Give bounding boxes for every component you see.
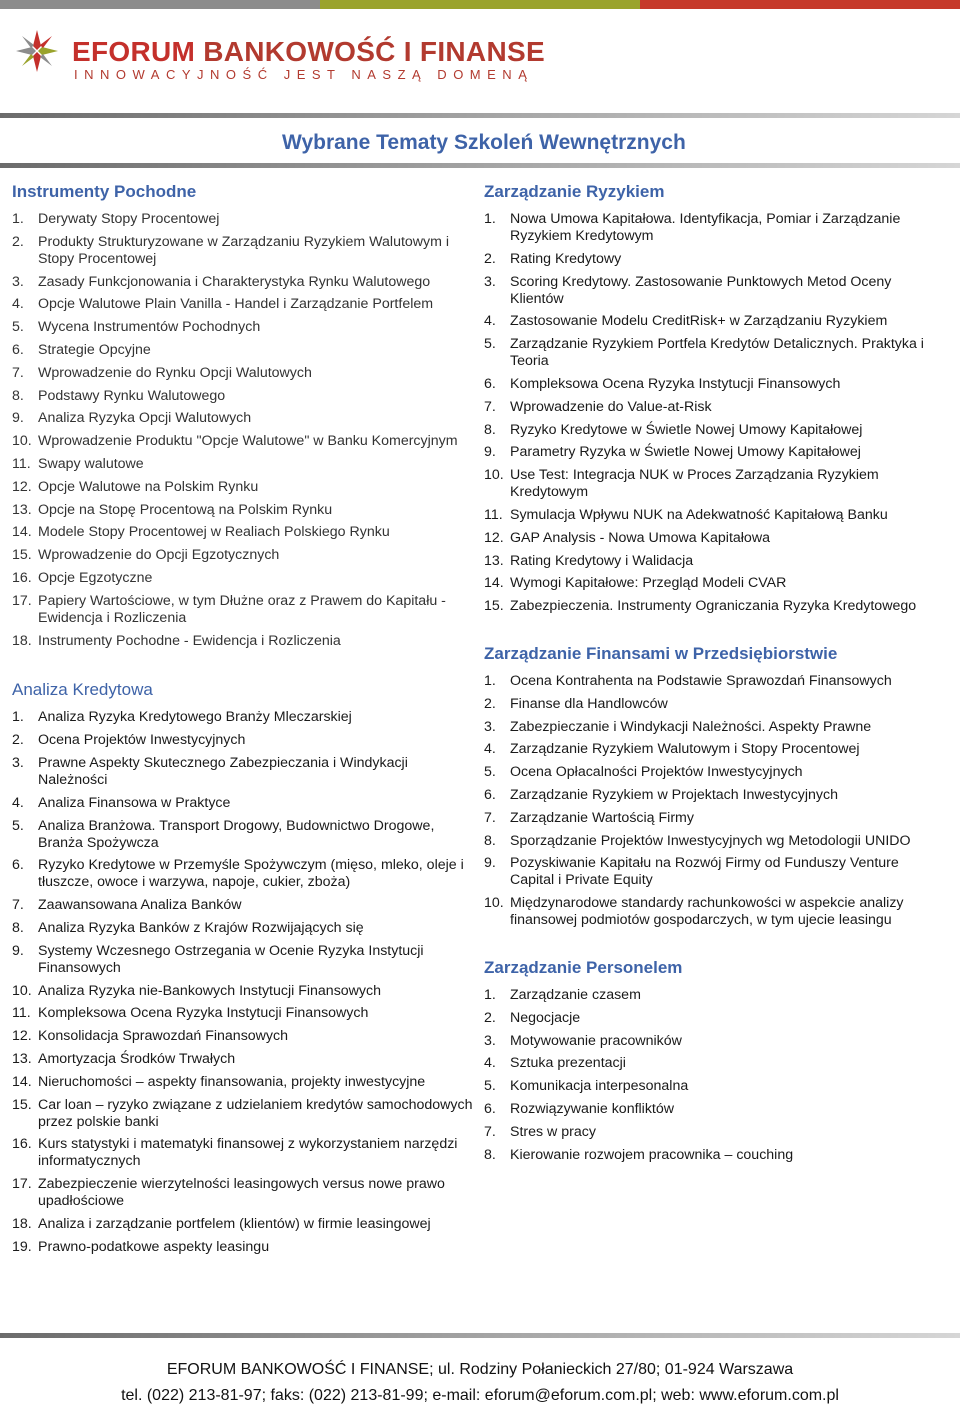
list-item-text: Nieruchomości – aspekty finansowania, projekty inwestycyjne xyxy=(38,1073,426,1090)
section-zarzadzanie-finansami xyxy=(484,644,946,929)
list-item-text: Ryzyko Kredytowe w Przemyśle Spożywczym (mięso, mleko, oleje i tłuszcze, owoce i warzywa, napoje, cukier, zboża) xyxy=(38,857,464,891)
list-item-text: Prawno-podatkowe aspekty leasingu xyxy=(38,1238,270,1255)
section-instrumenty-pochodne xyxy=(12,182,474,650)
list-item xyxy=(12,633,474,650)
list-item-number: 3. xyxy=(484,273,496,290)
list-item xyxy=(12,818,474,852)
list-item-text: Zabezpieczenia. Instrumenty Ograniczania Ryzyka Kredytowego xyxy=(510,598,917,615)
brand-name xyxy=(72,36,545,68)
list-item-number: 9. xyxy=(12,942,24,959)
list-item-number: 13. xyxy=(484,552,504,569)
list-item-number: 14. xyxy=(12,1073,32,1090)
list-item xyxy=(12,1005,474,1022)
list-item xyxy=(12,1051,474,1068)
list-item xyxy=(484,1124,946,1141)
list-item-text: Analiza Branżowa. Transport Drogowy, Budownictwo Drogowe, Branża Spożywcza xyxy=(38,817,435,851)
list-item-number: 1. xyxy=(12,211,24,227)
list-item-number: 17. xyxy=(12,1176,32,1193)
header-divider xyxy=(0,113,960,118)
list-item-number: 10. xyxy=(12,433,32,450)
list-item-text: Analiza Ryzyka Opcji Walutowych xyxy=(38,410,252,427)
list-item xyxy=(484,719,946,736)
list-item-text: Konsolidacja Sprawozdań Finansowych xyxy=(38,1028,288,1045)
brand-name-main: EFORUM xyxy=(72,36,196,67)
list-item xyxy=(484,855,946,889)
section-title: Zarządzanie Ryzykiem xyxy=(484,182,665,201)
section-zarzadzanie-personelem xyxy=(484,958,946,1164)
list-item xyxy=(12,410,474,427)
list-item-text: Systemy Wczesnego Ostrzegania w Ocenie Ryzyka Instytucji Finansowych xyxy=(38,942,424,976)
list-item xyxy=(12,319,474,336)
list-item xyxy=(12,709,474,726)
list-item xyxy=(12,502,474,519)
list-item-text: Wprowadzenie do Rynku Opcji Walutowych xyxy=(38,364,312,381)
list-item-text: Opcje Walutowe na Polskim Rynku xyxy=(38,478,259,495)
list-item-number: 5. xyxy=(12,817,24,834)
footer-contact: tel. (022) 213-81-97; faks: (022) 213-81-99; e-mail: eforum@eforum.com.pl; web: www.eforum.com.pl xyxy=(121,1387,839,1404)
list-item-number: 3. xyxy=(484,1032,496,1049)
list-item-number: 3. xyxy=(12,754,24,771)
list-item-text: Ocena Opłacalności Projektów Inwestycyjnych xyxy=(510,764,803,781)
list-item-text: Analiza Ryzyka Kredytowego Branży Mleczarskiej xyxy=(38,709,352,726)
list-item xyxy=(12,1216,474,1233)
topic-list xyxy=(484,987,946,1164)
list-item-text: Stres w pracy xyxy=(510,1123,596,1140)
list-item-text: Papiery Wartościowe, w tym Dłużne oraz z Prawem do Kapitału - Ewidencja i Rozliczenia xyxy=(38,592,446,626)
list-item xyxy=(12,593,474,627)
list-item-number: 9. xyxy=(484,444,496,461)
list-item xyxy=(12,795,474,812)
list-item-number: 4. xyxy=(484,313,496,330)
list-item-number: 9. xyxy=(12,410,24,427)
list-item xyxy=(12,524,474,541)
list-item-number: 16. xyxy=(12,569,32,586)
list-item-number: 5. xyxy=(484,764,496,781)
list-item xyxy=(484,741,946,758)
list-item-text: Zarządzanie Ryzykiem w Projektach Inwestycyjnych xyxy=(510,786,839,803)
list-item xyxy=(12,1074,474,1091)
list-item-text: Negocjacje xyxy=(510,1009,581,1026)
list-item-text: Derywaty Stopy Procentowej xyxy=(38,211,220,227)
footer-address: EFORUM BANKOWOŚĆ I FINANSE; ul. Rodziny Połanieckich 27/80; 01-924 Warszawa xyxy=(166,1361,794,1378)
top-bar-red-segment xyxy=(640,0,960,9)
list-item xyxy=(12,1028,474,1045)
list-item xyxy=(484,467,946,501)
list-item-number: 17. xyxy=(12,592,32,609)
list-item-number: 19. xyxy=(12,1238,32,1255)
list-item-number: 8. xyxy=(12,919,24,936)
list-item-text: Opcje Egzotyczne xyxy=(38,569,153,586)
list-item-number: 2. xyxy=(484,1009,496,1026)
list-item-number: 14. xyxy=(484,575,504,592)
list-item-number: 10. xyxy=(12,982,32,999)
eforum-star-logo-icon xyxy=(14,28,60,74)
list-item-number: 7. xyxy=(484,809,496,826)
left-column xyxy=(12,182,474,1261)
list-item-number: 12. xyxy=(484,529,504,546)
list-item xyxy=(12,943,474,977)
list-item-number: 6. xyxy=(484,1100,496,1117)
list-item-number: 6. xyxy=(12,857,24,874)
list-item-text: Zasady Funkcjonowania i Charakterystyka Rynku Walutowego xyxy=(38,273,431,290)
list-item-number: 11. xyxy=(12,1005,31,1022)
section-title: Analiza Kredytowa xyxy=(12,680,153,700)
list-item-text: Instrumenty Pochodne - Ewidencja i Rozliczenia xyxy=(38,632,341,649)
list-item-text: Analiza Finansowa w Praktyce xyxy=(38,794,231,811)
list-item-text: Kompleksowa Ocena Ryzyka Instytucji Finansowych xyxy=(38,1005,369,1022)
list-item-number: 6. xyxy=(12,341,24,358)
section-title: Zarządzanie Personelem xyxy=(484,957,683,977)
list-item xyxy=(12,274,474,291)
list-item-number: 1. xyxy=(12,709,24,726)
list-item-text: Parametry Ryzyka w Świetle Nowej Umowy Kapitałowej xyxy=(510,444,861,461)
list-item-number: 7. xyxy=(12,364,24,381)
list-item-text: Symulacja Wpływu NUK na Adekwatność Kapitałową Banku xyxy=(510,506,888,523)
list-item-text: Rozwiązywanie konfliktów xyxy=(510,1100,675,1117)
list-item xyxy=(12,1097,474,1131)
list-item-text: Sztuka prezentacji xyxy=(510,1055,626,1072)
list-item xyxy=(12,755,474,789)
list-item xyxy=(12,983,474,1000)
section-title: Instrumenty Pochodne xyxy=(12,182,197,201)
list-item-text: Sporządzanie Projektów Inwestycyjnych wg Metodologii UNIDO xyxy=(510,832,911,849)
list-item xyxy=(484,1033,946,1050)
list-item-number: 13. xyxy=(12,501,32,518)
list-item-number: 15. xyxy=(12,547,32,564)
list-item-number: 4. xyxy=(12,794,24,811)
list-item-text: Kierowanie rozwojem pracownika – couching xyxy=(510,1146,794,1163)
list-item-number: 7. xyxy=(484,1123,496,1140)
list-item xyxy=(12,1176,474,1210)
list-item-text: Use Test: Integracja NUK w Proces Zarządzania Ryzykiem Kredytowym xyxy=(510,467,879,501)
list-item xyxy=(484,575,946,592)
list-item-text: Opcje Walutowe Plain Vanilla - Handel i Zarządzanie Portfelem xyxy=(38,296,434,313)
list-item-number: 1. xyxy=(484,672,496,689)
list-item-number: 4. xyxy=(484,741,496,758)
list-item xyxy=(12,1239,474,1256)
list-item-text: Zarządzanie Ryzykiem Walutowym i Stopy Procentowej xyxy=(510,741,860,758)
list-item xyxy=(484,530,946,547)
list-item-text: Analiza Ryzyka nie-Bankowych Instytucji Finansowych xyxy=(38,982,382,999)
list-item-number: 5. xyxy=(12,319,24,336)
list-item-text: Zarządzanie czasem xyxy=(510,986,641,1003)
list-item-text: Strategie Opcyjne xyxy=(38,341,151,358)
list-item-text: Zabezpieczenie wierzytelności leasingowych versus nowe prawo upadłościowe xyxy=(38,1176,445,1210)
list-item-number: 5. xyxy=(484,336,496,353)
list-item xyxy=(484,987,946,1004)
list-item-text: Analiza Ryzyka Banków z Krajów Rozwijających się xyxy=(38,919,364,936)
section-title: Zarządzanie Finansami w Przedsiębiorstwie xyxy=(484,643,838,663)
list-item xyxy=(12,547,474,564)
list-item-number: 16. xyxy=(12,1136,32,1153)
list-item-text: GAP Analysis - Nowa Umowa Kapitałowa xyxy=(510,529,770,546)
list-item-text: Zaawansowana Analiza Banków xyxy=(38,897,242,914)
list-item xyxy=(12,296,474,313)
list-item-text: Zarządzanie Wartością Firmy xyxy=(510,809,694,826)
top-color-bar xyxy=(0,0,960,9)
list-item-text: Wycena Instrumentów Pochodnych xyxy=(38,319,261,336)
list-item-number: 18. xyxy=(12,1215,32,1232)
list-item xyxy=(484,399,946,416)
top-bar-green-segment xyxy=(320,0,640,9)
list-item xyxy=(12,211,474,228)
list-item-number: 11. xyxy=(12,455,31,472)
title-divider xyxy=(0,163,960,168)
list-item-text: Zarządzanie Ryzykiem Portfela Kredytów Detalicznych. Praktyka i Teoria xyxy=(510,336,924,370)
topic-list xyxy=(484,211,946,615)
list-item-number: 2. xyxy=(484,695,496,712)
list-item xyxy=(12,732,474,749)
list-item xyxy=(484,211,946,245)
list-item xyxy=(12,1136,474,1170)
list-item xyxy=(484,810,946,827)
list-item-number: 9. xyxy=(484,855,496,872)
right-column xyxy=(484,182,946,1169)
list-item-number: 1. xyxy=(484,211,496,227)
list-item xyxy=(484,787,946,804)
list-item-number: 8. xyxy=(484,1146,496,1163)
list-item-number: 6. xyxy=(484,375,496,392)
list-item-text: Międzynarodowe standardy rachunkowości w aspekcie analizy finansowej podmiotów gospodarczych, w tym ujecie leasingu xyxy=(510,895,904,929)
footer-divider xyxy=(0,1333,960,1338)
topic-list xyxy=(12,211,474,650)
list-item xyxy=(484,1147,946,1164)
list-item-number: 12. xyxy=(12,1028,32,1045)
list-item xyxy=(484,507,946,524)
list-item-text: Rating Kredytowy i Walidacja xyxy=(510,552,694,569)
list-item xyxy=(484,313,946,330)
list-item-number: 14. xyxy=(12,524,32,541)
list-item-number: 13. xyxy=(12,1050,32,1067)
list-item xyxy=(484,1010,946,1027)
list-item-text: Wprowadzenie do Value-at-Risk xyxy=(510,398,712,415)
topic-list xyxy=(484,673,946,929)
list-item-text: Ryzyko Kredytowe w Świetle Nowej Umowy Kapitałowej xyxy=(510,421,863,438)
list-item-text: Zabezpieczanie i Windykacji Należności. Aspekty Prawne xyxy=(510,718,872,735)
list-item-number: 6. xyxy=(484,786,496,803)
topic-list xyxy=(12,709,474,1255)
list-item-text: Wprowadzenie Produktu "Opcje Walutowe" w Banku Komercyjnym xyxy=(38,433,458,450)
list-item xyxy=(484,764,946,781)
list-item-number: 7. xyxy=(484,398,496,415)
list-item-text: Wprowadzenie do Opcji Egzotycznych xyxy=(38,547,280,564)
list-item xyxy=(484,274,946,308)
list-item-text: Modele Stopy Procentowej w Realiach Polskiego Rynku xyxy=(38,524,390,541)
list-item-number: 4. xyxy=(484,1055,496,1072)
list-item-number: 3. xyxy=(12,273,24,290)
list-item-number: 11. xyxy=(484,506,503,523)
list-item-text: Ocena Projektów Inwestycyjnych xyxy=(38,732,246,749)
list-item xyxy=(484,251,946,268)
list-item-text: Pozyskiwanie Kapitału na Rozwój Firmy od Funduszy Venture Capital i Private Equity xyxy=(510,855,899,889)
list-item xyxy=(12,365,474,382)
list-item-number: 5. xyxy=(484,1078,496,1095)
list-item-number: 7. xyxy=(12,897,24,914)
list-item-text: Scoring Kredytowy. Zastosowanie Punktowych Metod Oceny Klientów xyxy=(510,273,892,307)
list-item-text: Prawne Aspekty Skutecznego Zabezpieczania i Windykacji Należności xyxy=(38,754,408,788)
list-item-number: 2. xyxy=(484,250,496,267)
list-item-number: 2. xyxy=(12,732,24,749)
list-item xyxy=(484,1055,946,1072)
list-item xyxy=(12,234,474,268)
list-item xyxy=(12,570,474,587)
list-item-number: 10. xyxy=(484,467,504,484)
list-item-number: 3. xyxy=(484,718,496,735)
section-zarzadzanie-ryzykiem xyxy=(484,182,946,615)
list-item xyxy=(12,897,474,914)
list-item-text: Analiza i zarządzanie portfelem (klientów) w firmie leasingowej xyxy=(38,1215,431,1232)
list-item-text: Rating Kredytowy xyxy=(510,250,622,267)
top-bar-gray-segment xyxy=(0,0,320,9)
list-item-number: 8. xyxy=(12,387,24,404)
list-item-text: Car loan – ryzyko związane z udzielaniem kredytów samochodowych przez polskie banki xyxy=(38,1096,473,1130)
list-item xyxy=(484,376,946,393)
list-item xyxy=(484,1078,946,1095)
list-item xyxy=(484,895,946,929)
list-item xyxy=(484,553,946,570)
list-item xyxy=(484,1101,946,1118)
list-item-text: Ocena Kontrahenta na Podstawie Sprawozdań Finansowych xyxy=(510,672,892,689)
list-item xyxy=(12,857,474,891)
list-item-text: Kurs statystyki i matematyki finansowej z wykorzystaniem narzędzi informatycznych xyxy=(38,1136,458,1170)
list-item-text: Zastosowanie Modelu CreditRisk+ w Zarządzaniu Ryzykiem xyxy=(510,313,888,330)
list-item xyxy=(484,598,946,615)
list-item-text: Finanse dla Handlowców xyxy=(510,695,668,712)
list-item-text: Opcje na Stopę Procentową na Polskim Rynku xyxy=(38,501,333,518)
list-item xyxy=(484,422,946,439)
list-item xyxy=(12,920,474,937)
list-item-number: 15. xyxy=(12,1096,32,1113)
list-item-text: Swapy walutowe xyxy=(38,455,144,472)
list-item xyxy=(484,833,946,850)
list-item-text: Produkty Strukturyzowane w Zarządzaniu Ryzykiem Walutowym i Stopy Procentowej xyxy=(38,233,450,267)
list-item xyxy=(12,456,474,473)
list-item-number: 15. xyxy=(484,598,504,615)
list-item-text: Motywowanie pracowników xyxy=(510,1032,682,1049)
list-item xyxy=(484,336,946,370)
list-item-text: Komunikacja interpesonalna xyxy=(510,1078,689,1095)
list-item-number: 8. xyxy=(484,832,496,849)
list-item-text: Podstawy Rynku Walutowego xyxy=(38,387,226,404)
list-item-number: 2. xyxy=(12,233,24,250)
list-item-text: Amortyzacja Środków Trwałych xyxy=(38,1050,236,1067)
list-item-text: Wymogi Kapitałowe: Przegląd Modeli CVAR xyxy=(510,575,787,592)
brand-tagline: INNOWACYJNOŚĆ JEST NASZĄ DOMENĄ xyxy=(74,67,534,82)
brand-name-rest: BANKOWOŚĆ I FINANSE xyxy=(203,36,545,67)
list-item xyxy=(12,342,474,359)
list-item xyxy=(12,433,474,450)
list-item-number: 1. xyxy=(484,986,496,1003)
list-item-number: 8. xyxy=(484,421,496,438)
list-item-number: 12. xyxy=(12,478,32,495)
list-item xyxy=(12,388,474,405)
list-item-number: 18. xyxy=(12,632,32,649)
section-analiza-kredytowa xyxy=(12,680,474,1255)
list-item xyxy=(484,673,946,690)
list-item-number: 4. xyxy=(12,296,24,313)
list-item xyxy=(484,696,946,713)
list-item xyxy=(12,479,474,496)
list-item-text: Kompleksowa Ocena Ryzyka Instytucji Finansowych xyxy=(510,375,841,392)
list-item-number: 10. xyxy=(484,895,504,912)
page-title: Wybrane Tematy Szkoleń Wewnętrznych xyxy=(282,131,686,154)
list-item xyxy=(484,444,946,461)
list-item-text: Nowa Umowa Kapitałowa. Identyfikacja, Pomiar i Zarządzanie Ryzykiem Kredytowym xyxy=(510,211,901,244)
